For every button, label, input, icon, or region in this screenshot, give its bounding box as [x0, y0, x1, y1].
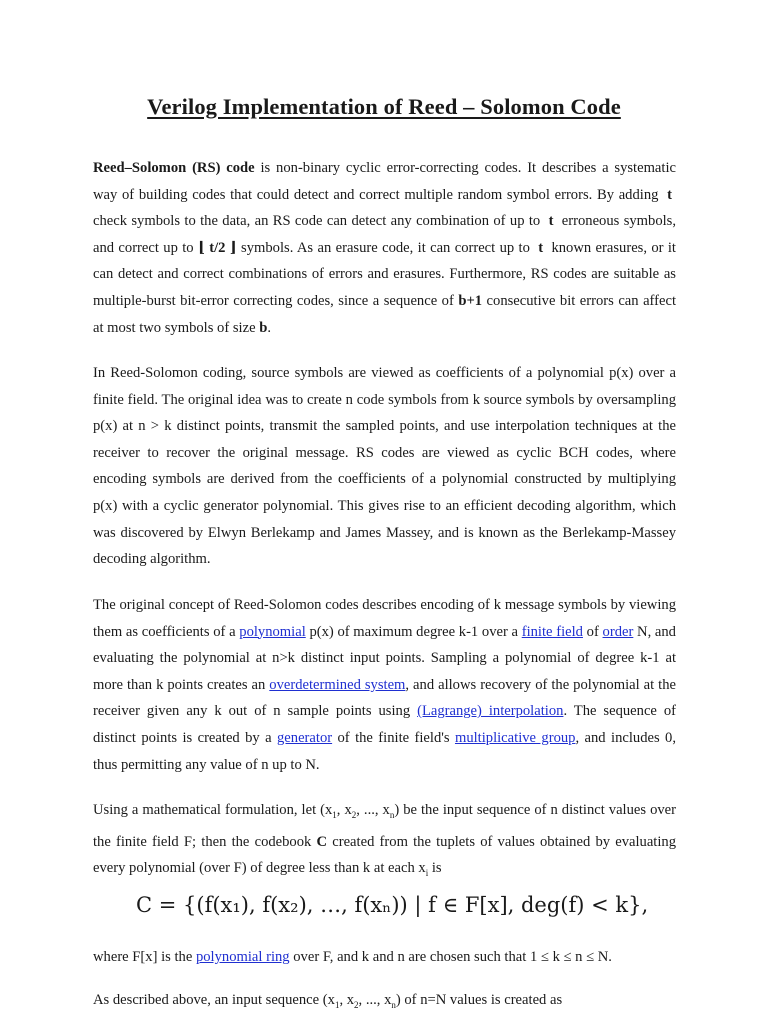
link-polynomial[interactable]: polynomial [239, 623, 306, 640]
text: p(x) of maximum degree k-1 over a [305, 623, 522, 640]
text: created from the tuplets of values obtained by evaluating every polynomial (over F) of degree less than k at each x [93, 833, 676, 877]
text: , x [336, 802, 352, 818]
floor-expression: ⌊ t/2 ⌋ [197, 239, 237, 256]
subscript: 2 [351, 809, 357, 820]
text: . [267, 319, 271, 336]
subscript: 1 [334, 999, 340, 1010]
symbol-t: t [538, 239, 544, 256]
paragraph-coding: In Reed-Solomon coding, source symbols are viewed as coefficients of a polynomial p(x) over a finite field. The original idea was to create n code symbols from k source symbols by oversampling p(x) at n > k distinct points, transmit the sampled points, and use interpolation techniques at the receiver to recover the original message. RS codes are viewed as cyclic BCH codes, where encoding symbols are derived from the coefficients of a polynomial constructed by multiplying p(x) with a cyclic generator polynomial. This gives rise to an efficient decoding algorithm, which was discovered by Elwyn Berlekamp and James Massey, and is known as the Berlekamp-Massey decoding algorithm. [93, 365, 676, 568]
text: symbols. As an erasure code, it can correct up to [236, 239, 535, 256]
text: . The sequence of distinct points is created by a [93, 703, 677, 746]
text: Using a mathematical formulation, let (x [93, 802, 333, 818]
text: , x [339, 992, 355, 1008]
text: consecutive bit errors can affect at most two symbols of size [93, 292, 677, 336]
text: is [428, 860, 442, 877]
link-multiplicative-group[interactable]: multiplicative group [454, 729, 576, 746]
text: known erasures, or it can detect and correct combinations of errors and erasures. Furthermore, RS codes are suitable as multiple-burst bit-error correcting codes, since a sequence of [93, 239, 676, 309]
text: , and includes 0, thus permitting any value of n up to N. [93, 729, 676, 773]
bold-c: C [316, 833, 328, 850]
symbol-t: t [548, 213, 554, 230]
text: , ..., x [358, 992, 392, 1008]
text: check symbols to the data, an RS code can detect any combination of up to [93, 213, 545, 230]
text: is non-binary cyclic error-correcting codes. It describes a systematic way of building codes that could detect and correct multiple random symbol errors. By adding [93, 160, 676, 203]
subscript: i [425, 868, 429, 878]
paragraph-concept [93, 592, 676, 778]
text: where F[x] is the [93, 949, 196, 965]
subscript: 1 [332, 809, 337, 820]
text: ) be the input sequence of n distinct values over the finite field F; then the codebook [93, 802, 677, 850]
paragraph-formulation [93, 797, 676, 887]
link-overdetermined-system[interactable]: overdetermined system [269, 676, 406, 693]
subscript: n [391, 999, 396, 1010]
formula-explanation [93, 949, 612, 966]
text: erroneous symbols, and correct up to [93, 213, 676, 256]
text: The original concept of Reed-Solomon codes describes encoding of k message symbols by viewing them as coefficients of a [93, 597, 676, 640]
subscript: n [389, 809, 395, 820]
link-lagrange-interpolation[interactable]: (Lagrange) interpolation [417, 703, 564, 720]
bold-b-plus-one: b+1 [458, 292, 483, 309]
subscript: 2 [354, 999, 359, 1010]
closing-line [93, 992, 562, 1010]
text: As described above, an input sequence (x [93, 992, 335, 1008]
link-order[interactable]: order [602, 623, 634, 640]
text: N, and evaluating the polynomial at n>k distinct input points. Sampling a polynomial of degree k-1 at more than k points creates an [93, 623, 676, 693]
link-polynomial-ring[interactable]: polynomial ring [195, 949, 290, 965]
bold-b: b [259, 319, 268, 336]
text: of the finite field's [332, 729, 455, 746]
page-title: Verilog Implementation of Reed – Solomon Code [147, 94, 621, 119]
text: of [582, 623, 603, 640]
link-generator[interactable]: generator [277, 729, 333, 746]
link-finite-field[interactable]: finite field [521, 623, 583, 640]
symbol-t: t [667, 186, 672, 203]
text: over F, and k and n are chosen such that 1 ≤ k ≤ n ≤ N. [289, 949, 612, 965]
text: ) of n=N values is created as [395, 992, 563, 1008]
paragraph-intro [93, 155, 676, 341]
bold-term: Reed–Solomon (RS) code [93, 160, 255, 176]
codebook-formula: C = {(f(x₁), f(x₂), …, f(xₙ)) | f ∈ F[x], deg(f) < k}, [136, 893, 649, 917]
text: , ..., x [356, 802, 390, 818]
text: , and allows recovery of the polynomial at the receiver given any k out of n sample points using [93, 676, 676, 720]
